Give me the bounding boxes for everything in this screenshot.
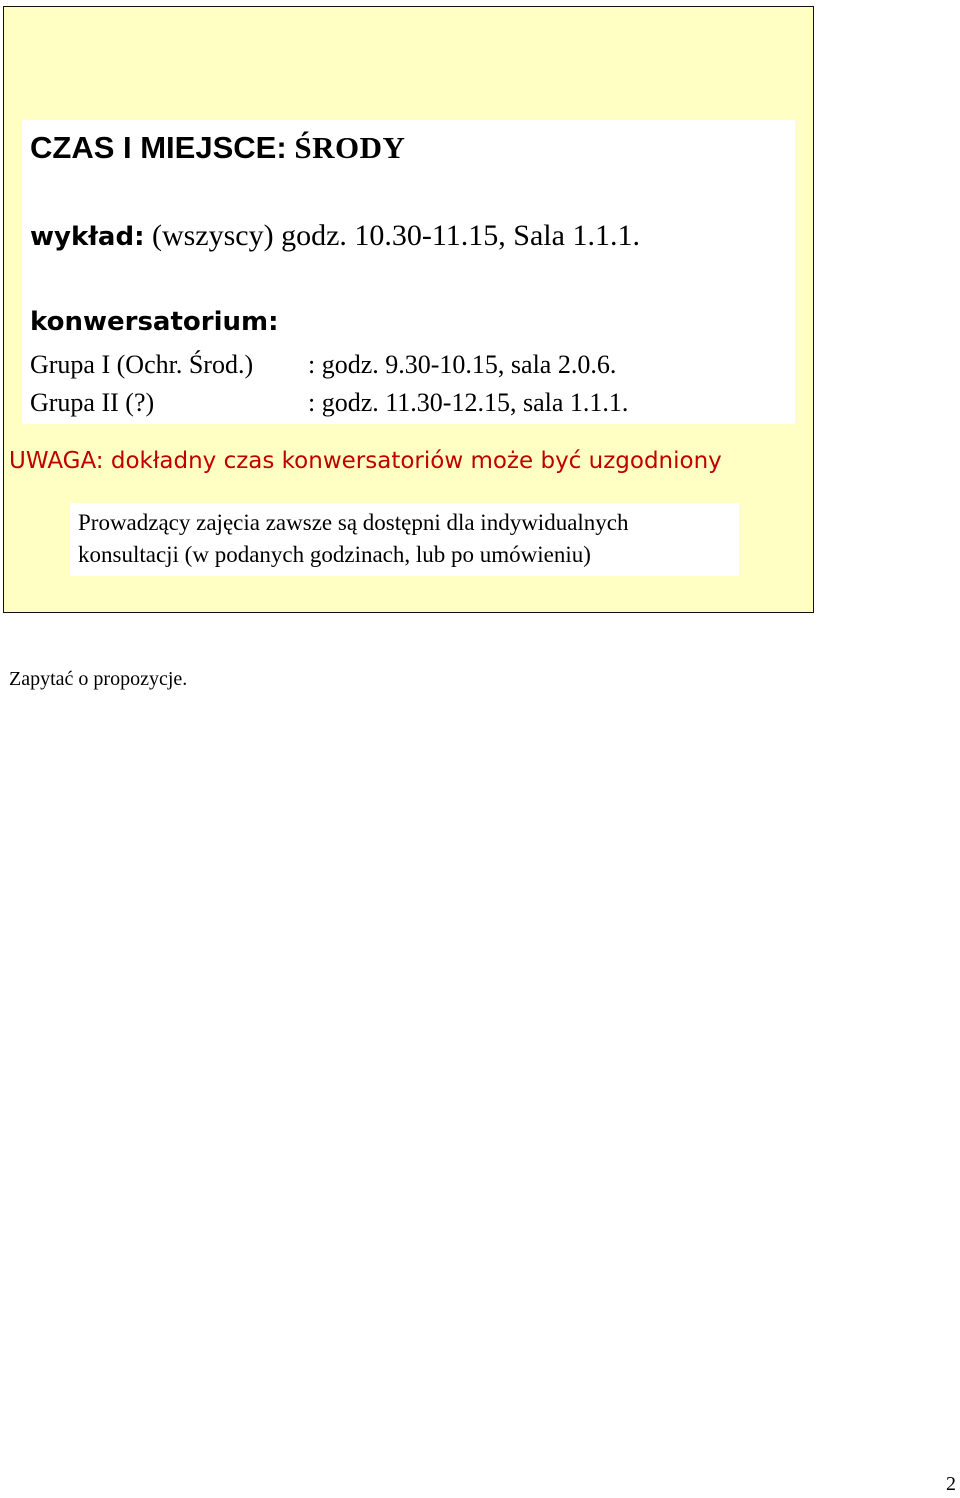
- lecture-label: wykład:: [30, 222, 145, 252]
- group-name: Grupa I (Ochr. Środ.): [30, 350, 254, 379]
- warning-note: UWAGA: dokładny czas konwersatoriów może być uzgodniony: [9, 448, 722, 474]
- group-row: [30, 348, 616, 382]
- conversatorium-label: konwersatorium:: [30, 307, 279, 337]
- group-name: Grupa II (?): [30, 388, 155, 417]
- consultation-box: [70, 503, 739, 576]
- slide-title: [30, 128, 405, 168]
- group-details: : godz. 9.30-10.15, sala 2.0.6.: [308, 350, 617, 379]
- speaker-notes: Zapytać o propozycje.: [9, 668, 188, 690]
- lecture-details: (wszyscy) godz. 10.30-11.15, Sala 1.1.1.: [151, 219, 640, 252]
- consultation-line: konsultacji (w podanych godzinach, lub po umówieniu): [78, 542, 591, 567]
- title-prefix: CZAS I MIEJSCE:: [30, 130, 287, 165]
- lecture-line: [30, 216, 640, 257]
- consultation-line: Prowadzący zajęcia zawsze są dostępni dla indywidualnych: [78, 510, 629, 535]
- page-number: 2: [946, 1473, 956, 1495]
- title-day: ŚRODY: [294, 130, 406, 165]
- group-row: [30, 386, 628, 420]
- group-details: : godz. 11.30-12.15, sala 1.1.1.: [308, 388, 629, 417]
